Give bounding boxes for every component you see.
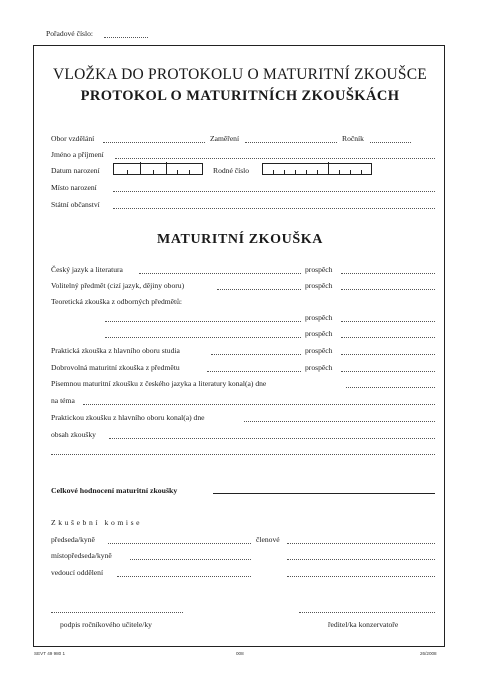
obsah-field-2[interactable] — [51, 454, 435, 455]
signature-right-label: ředitel/ka konzervatoře — [328, 620, 399, 629]
dobrovolna-prospech-field[interactable] — [341, 371, 435, 372]
section-title: MATURITNÍ ZKOUŠKA — [157, 232, 323, 247]
footer-code: SEVT 49 980 1 — [34, 651, 66, 656]
mistopredseda-label: místopředseda/kyně — [51, 551, 112, 560]
misto-label: Místo narození — [51, 183, 97, 192]
predseda-label: předseda/kyně — [51, 535, 95, 544]
tema-label: na téma — [51, 396, 75, 405]
cesky-prospech-field[interactable] — [341, 273, 435, 274]
clenove-field-2[interactable] — [287, 559, 435, 560]
praktickou-date-field[interactable] — [244, 421, 435, 422]
signature-right-line[interactable] — [299, 612, 435, 613]
komise-title: Zkušební komise — [51, 518, 143, 527]
jmeno-field[interactable] — [115, 158, 435, 159]
celkove-field[interactable] — [213, 493, 435, 494]
teoreticka-prospech-field-1[interactable] — [341, 321, 435, 322]
volitelny-label: Volitelný předmět (cizí jazyk, dějiny oboru) — [51, 281, 185, 290]
rodne-cislo-label: Rodné číslo — [213, 166, 250, 175]
rocnik-label: Ročník — [342, 134, 364, 143]
tema-field[interactable] — [83, 404, 435, 405]
teoreticka-prospech-label-2: prospěch — [305, 329, 333, 338]
praktickou-label: Praktickou zkoušku z hlavního oboru konal(a) dne — [51, 413, 205, 422]
rocnik-field[interactable] — [370, 142, 411, 143]
signature-left-label: podpis ročníkového učitele/ky — [60, 620, 152, 629]
volitelny-field[interactable] — [217, 289, 301, 290]
clenove-label: členové — [256, 535, 280, 544]
teoreticka-field-2[interactable] — [105, 337, 301, 338]
volitelny-prospech-field[interactable] — [341, 289, 435, 290]
obsah-label: obsah zkoušky — [51, 430, 96, 439]
obor-field[interactable] — [103, 142, 205, 143]
mistopredseda-field[interactable] — [130, 559, 251, 560]
dobrovolna-label: Dobrovolná maturitní zkouška z předmětu — [51, 363, 180, 372]
teoreticka-label: Teoretická zkouška z odborných předmětů: — [51, 297, 183, 306]
dobrovolna-field[interactable] — [207, 371, 301, 372]
clenove-field-1[interactable] — [287, 543, 435, 544]
vedouci-field[interactable] — [117, 576, 251, 577]
signature-left-line[interactable] — [51, 612, 183, 613]
teoreticka-prospech-field-2[interactable] — [341, 337, 435, 338]
cesky-prospech-label: prospěch — [305, 265, 333, 274]
vedouci-label: vedoucí oddělení — [51, 568, 104, 577]
obsah-field-1[interactable] — [109, 438, 435, 439]
cesky-field[interactable] — [139, 273, 301, 274]
rodne-cislo-boxes[interactable] — [262, 163, 372, 175]
prakticka-label: Praktická zkouška z hlavního oboru studia — [51, 346, 180, 355]
footer-page: 008 — [236, 651, 244, 656]
pisemnou-date-field[interactable] — [346, 387, 435, 388]
dobrovolna-prospech-label: prospěch — [305, 363, 333, 372]
datum-boxes[interactable] — [113, 163, 203, 175]
prakticka-field[interactable] — [211, 354, 301, 355]
zamereni-field[interactable] — [245, 142, 337, 143]
prakticka-prospech-label: prospěch — [305, 346, 333, 355]
volitelny-prospech-label: prospěch — [305, 281, 333, 290]
jmeno-label: Jméno a příjmení — [51, 150, 104, 159]
prakticka-prospech-field[interactable] — [341, 354, 435, 355]
sub-title: PROTOKOL O MATURITNÍCH ZKOUŠKÁCH — [80, 88, 400, 104]
teoreticka-field-1[interactable] — [105, 321, 301, 322]
celkove-label: Celkové hodnocení maturitní zkoušky — [51, 486, 178, 495]
footer-date: 26/2008 — [420, 651, 437, 656]
obcanstvi-field[interactable] — [113, 208, 435, 209]
main-title: VLOŽKA DO PROTOKOLU O MATURITNÍ ZKOUŠCE — [53, 66, 427, 83]
obcanstvi-label: Státní občanství — [51, 200, 100, 209]
pisemnou-label: Písemnou maturitní zkoušku z českého jazyka a literatury konal(a) dne — [51, 379, 267, 388]
order-number-field[interactable] — [104, 37, 148, 38]
order-number-label: Pořadové číslo: — [46, 29, 94, 38]
cesky-label: Český jazyk a literatura — [51, 265, 123, 274]
clenove-field-3[interactable] — [287, 576, 435, 577]
zamereni-label: Zaměření — [210, 134, 240, 143]
teoreticka-prospech-label-1: prospěch — [305, 313, 333, 322]
predseda-field[interactable] — [108, 543, 251, 544]
obor-label: Obor vzdělání — [51, 134, 95, 143]
misto-field[interactable] — [113, 191, 435, 192]
datum-label: Datum narození — [51, 166, 100, 175]
